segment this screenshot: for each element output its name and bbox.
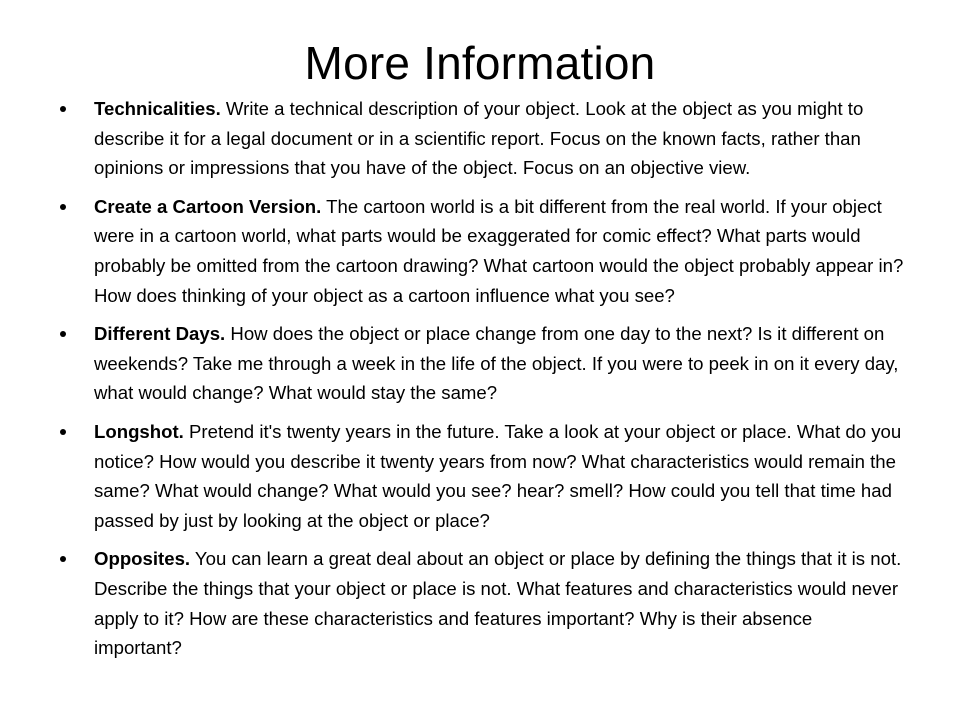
bullet-body: Pretend it's twenty years in the future. Take a look at your object or place. What do you notice? How would you describe it twenty years from now? What characteristics would remain the same? What would change? What would you see? hear? smell? How could you tell that time had passed by just by looking at the object or place? (94, 420, 902, 531)
bullet-item-technicalities (56, 94, 904, 183)
bullet-body: How does the object or place change from one day to the next? Is it different on weekends? Take me through a week in the life of the object. If you were to peek in on it every day, what would change? What would stay the same? (94, 323, 899, 404)
bullet-item-different-days (56, 319, 904, 408)
bullet-dot-icon (60, 429, 66, 435)
slide-title: More Information (304, 37, 656, 89)
bullet-heading: Opposites. (94, 548, 191, 570)
bullet-heading: Longshot. (94, 420, 184, 442)
bullet-dot-icon (60, 204, 66, 210)
bullet-list (56, 94, 904, 672)
bullet-item-longshot (56, 417, 904, 535)
bullet-dot-icon (60, 331, 66, 337)
bullet-item-opposites (56, 544, 904, 662)
bullet-heading: Different Days. (94, 323, 226, 345)
bullet-heading: Create a Cartoon Version. (94, 195, 322, 217)
bullet-item-cartoon-version (56, 192, 904, 310)
bullet-body: The cartoon world is a bit different from the real world. If your object were in a cartoon world, what parts would be exaggerated for comic effect? What parts would probably be omitted from the cartoon drawing? What cartoon would the object probably appear in? How does thinking of your object as a cartoon influence what you see? (94, 195, 904, 306)
bullet-dot-icon (60, 556, 66, 562)
bullet-heading: Technicalities. (94, 98, 221, 119)
bullet-body: You can learn a great deal about an object or place by defining the things that it is not. Describe the things that your object or place is not. What features and characteristics would never apply to it? How are these characteristics and features important? Why is their absence important? (94, 548, 902, 659)
bullet-dot-icon (60, 106, 66, 112)
bullet-body: Write a technical description of your object. Look at the object as you might to describe it for a legal document or in a scientific report. Focus on the known facts, rather than opinions or impressions that you have of the object. Focus on an objective view. (94, 98, 864, 179)
